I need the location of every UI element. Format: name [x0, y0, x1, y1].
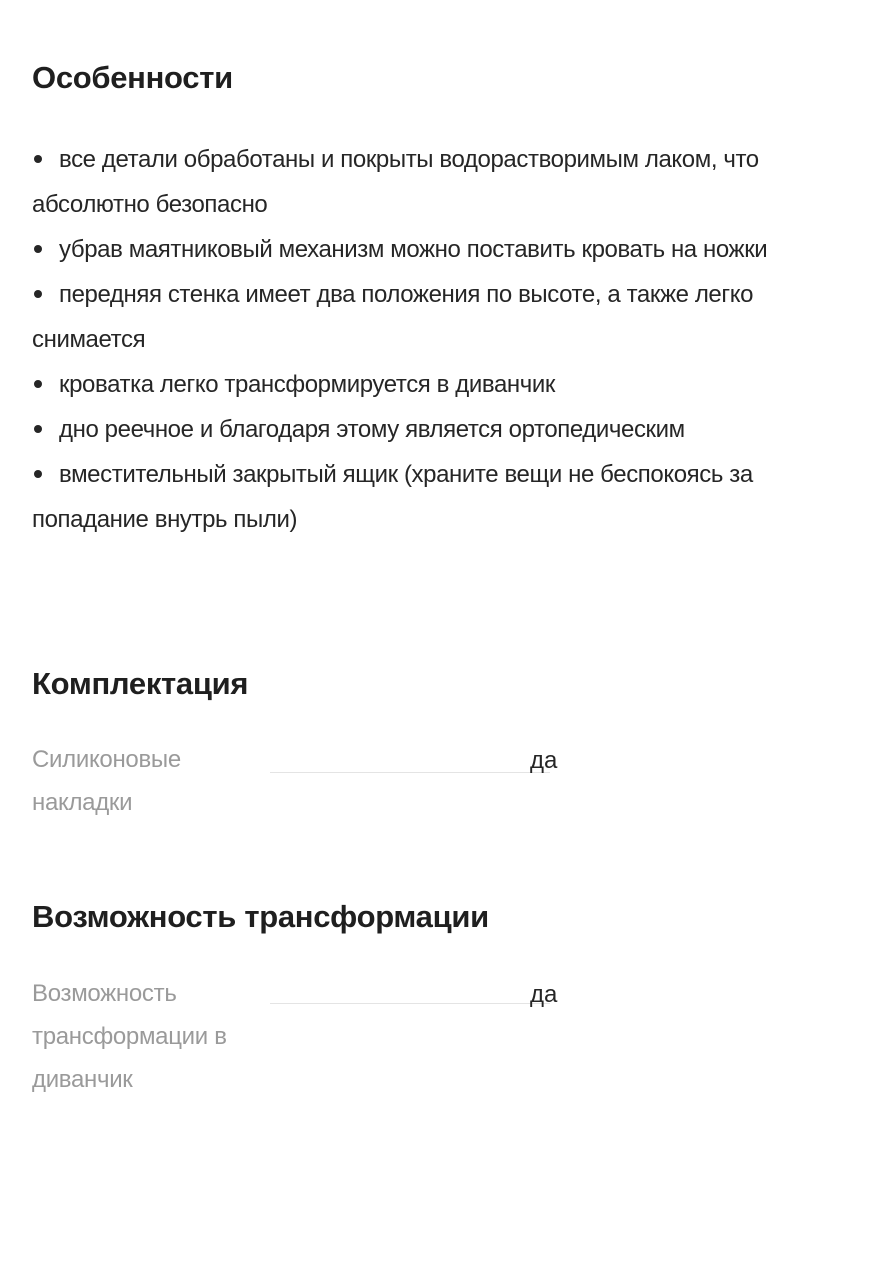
feature-text: кроватка легко трансформируется в диванчик: [59, 371, 555, 398]
feature-text: дно реечное и благодаря этому является ортопедическим: [59, 416, 685, 443]
feature-text: все детали обработаны и покрыты водорастворимым лаком, что абсолютно безопасно: [32, 146, 759, 218]
spec-label: Силиконовые накладки: [32, 746, 181, 816]
feature-item: [32, 137, 862, 227]
feature-item: [32, 227, 862, 272]
bullet-icon: [34, 290, 42, 298]
spec-value: да: [530, 981, 558, 1008]
features-list: [32, 137, 862, 542]
bullet-icon: [34, 380, 42, 388]
features-heading: Особенности: [32, 60, 233, 95]
bullet-icon: [34, 425, 42, 433]
bullet-icon: [34, 155, 42, 163]
feature-text: убрав маятниковый механизм можно поставить кровать на ножки: [59, 236, 768, 263]
bullet-icon: [34, 245, 42, 253]
feature-item: [32, 272, 862, 362]
feature-text: передняя стенка имеет два положения по высоте, а также легко снимается: [32, 281, 754, 353]
spec-divider: [270, 772, 550, 773]
feature-item: [32, 407, 862, 452]
feature-item: [32, 452, 862, 542]
feature-item: [32, 362, 862, 407]
bullet-icon: [34, 470, 42, 478]
spec-value: да: [530, 747, 558, 774]
transformation-heading: Возможность трансформации: [32, 899, 489, 934]
spec-divider: [270, 1003, 550, 1004]
feature-text: вместительный закрытый ящик (храните вещи не беспокоясь за попадание внутрь пыли): [32, 461, 753, 533]
kit-heading: Комплектация: [32, 666, 249, 701]
spec-label: Возможность трансформации в диванчик: [32, 980, 227, 1093]
